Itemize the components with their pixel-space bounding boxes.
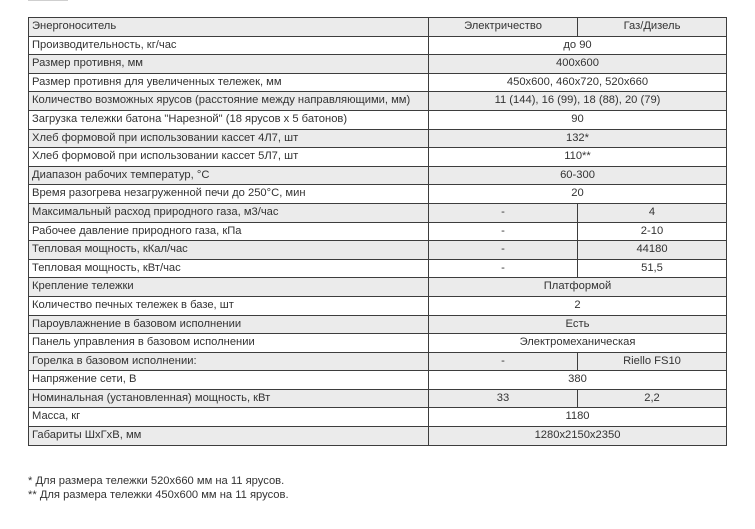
row-label: Пароувлажнение в базовом исполнении [29, 315, 429, 334]
footnotes [28, 474, 289, 502]
row-label: Хлеб формовой при использовании кассет 4Л7, шт [29, 129, 429, 148]
row-value: 132* [429, 129, 727, 148]
header-label: Энергоноситель [29, 18, 429, 37]
row-value-electric: - [429, 203, 578, 222]
row-value: Есть [429, 315, 727, 334]
row-value: 110** [429, 148, 727, 167]
row-value-gas: 4 [578, 203, 727, 222]
row-value-gas: 44180 [578, 241, 727, 260]
table-row [29, 334, 727, 353]
row-value: Платформой [429, 278, 727, 297]
row-value: 380 [429, 371, 727, 390]
table-row [29, 203, 727, 222]
table-row [29, 55, 727, 74]
table-row [29, 296, 727, 315]
row-value: 1280х2150х2350 [429, 427, 727, 446]
header-gas: Газ/Дизель [578, 18, 727, 37]
table-row [29, 129, 727, 148]
row-label: Хлеб формовой при использовании кассет 5Л7, шт [29, 148, 429, 167]
table-row [29, 389, 727, 408]
row-label: Количество возможных ярусов (расстояние между направляющими, мм) [29, 92, 429, 111]
row-label: Напряжение сети, В [29, 371, 429, 390]
row-value: 90 [429, 110, 727, 129]
row-label: Загрузка тележки батона "Нарезной" (18 ярусов х 5 батонов) [29, 110, 429, 129]
table-row [29, 278, 727, 297]
table-row [29, 315, 727, 334]
row-value: 60-300 [429, 166, 727, 185]
footnote: ** Для размера тележки 450х600 мм на 11 ярусов. [28, 489, 289, 501]
row-label: Панель управления в базовом исполнении [29, 334, 429, 353]
row-label: Время разогрева незагруженной печи до 250°С, мин [29, 185, 429, 204]
table-row [29, 371, 727, 390]
page-top-fragment [28, 0, 68, 5]
row-label: Тепловая мощность, кВт/час [29, 259, 429, 278]
table-row [29, 166, 727, 185]
table-row [29, 185, 727, 204]
row-value-gas: Riello FS10 [578, 352, 727, 371]
row-value-gas: 2-10 [578, 222, 727, 241]
row-label: Масса, кг [29, 408, 429, 427]
table-row [29, 110, 727, 129]
spec-table [28, 17, 727, 446]
row-label: Горелка в базовом исполнении: [29, 352, 429, 371]
row-label: Рабочее давление природного газа, кПа [29, 222, 429, 241]
row-value: 2 [429, 296, 727, 315]
row-label: Диапазон рабочих температур, °С [29, 166, 429, 185]
table-header-row [29, 18, 727, 37]
table-row [29, 259, 727, 278]
table-row [29, 148, 727, 167]
row-label: Количество печных тележек в базе, шт [29, 296, 429, 315]
row-label: Габариты ШхГхВ, мм [29, 427, 429, 446]
row-value: 1180 [429, 408, 727, 427]
row-label: Тепловая мощность, кКал/час [29, 241, 429, 260]
row-value: Электромеханическая [429, 334, 727, 353]
row-value-electric: - [429, 241, 578, 260]
row-value-electric: - [429, 222, 578, 241]
row-value-electric: - [429, 352, 578, 371]
table-row [29, 408, 727, 427]
row-value: 11 (144), 16 (99), 18 (88), 20 (79) [429, 92, 727, 111]
row-value: до 90 [429, 36, 727, 55]
footnote: * Для размера тележки 520х660 мм на 11 ярусов. [28, 475, 285, 487]
table-row [29, 92, 727, 111]
table-row [29, 241, 727, 260]
row-value: 20 [429, 185, 727, 204]
table-row [29, 427, 727, 446]
row-value-electric: - [429, 259, 578, 278]
row-label: Крепление тележки [29, 278, 429, 297]
table-row [29, 222, 727, 241]
header-electric: Электричество [429, 18, 578, 37]
row-value: 400х600 [429, 55, 727, 74]
row-value-gas: 51,5 [578, 259, 727, 278]
row-label: Размер противня для увеличенных тележек, мм [29, 73, 429, 92]
row-value-gas: 2,2 [578, 389, 727, 408]
row-value-electric: 33 [429, 389, 578, 408]
row-value: 450х600, 460х720, 520х660 [429, 73, 727, 92]
row-label: Размер противня, мм [29, 55, 429, 74]
table-row [29, 352, 727, 371]
table-row [29, 36, 727, 55]
row-label: Номинальная (установленная) мощность, кВт [29, 389, 429, 408]
row-label: Максимальный расход природного газа, м3/час [29, 203, 429, 222]
row-label: Производительность, кг/час [29, 36, 429, 55]
table-row [29, 73, 727, 92]
